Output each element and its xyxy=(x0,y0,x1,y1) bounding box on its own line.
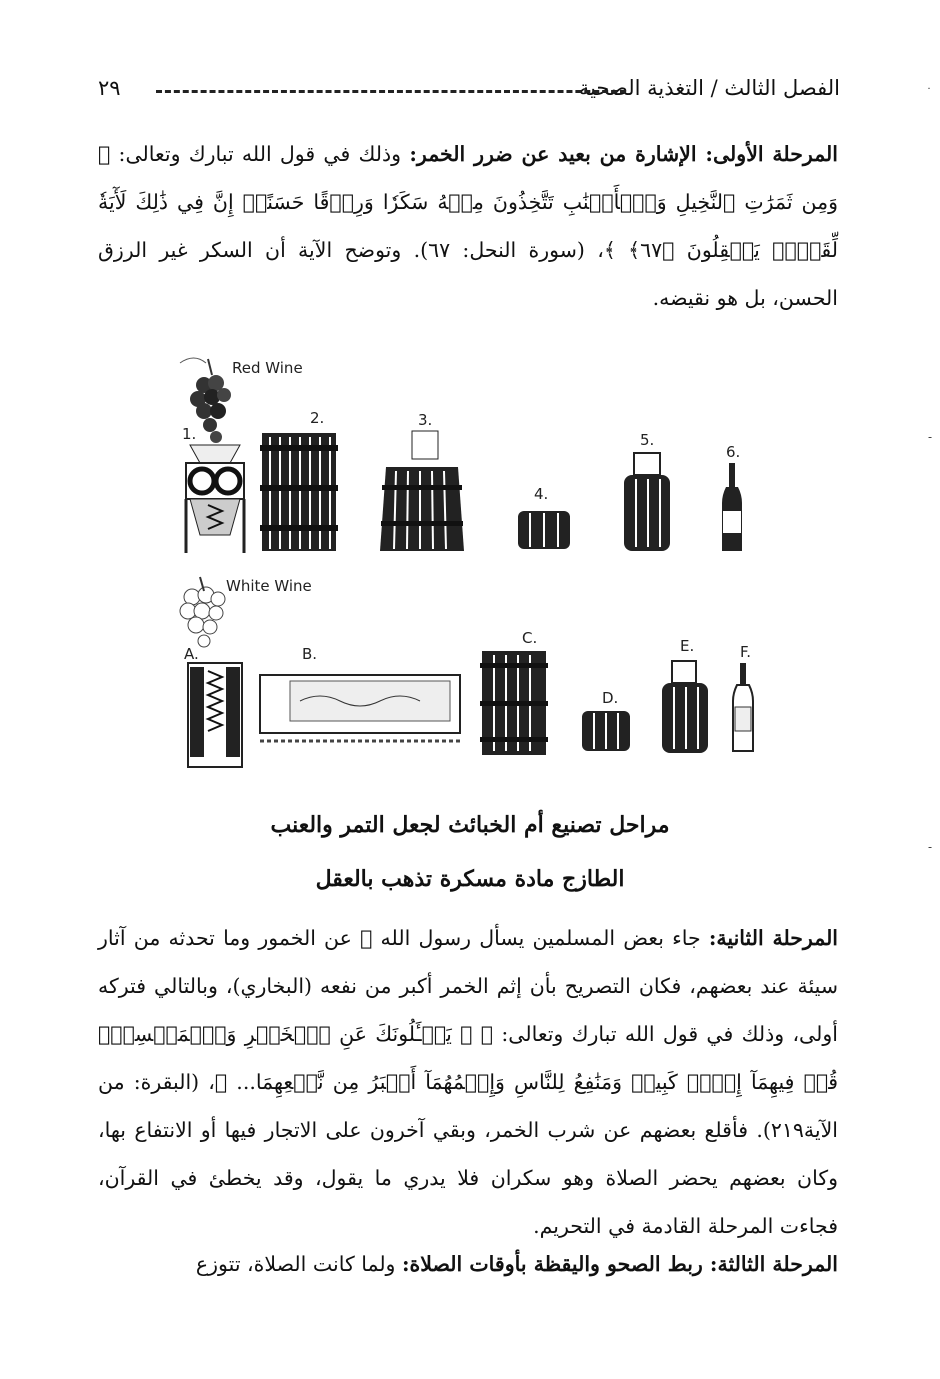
figure-caption-line-1: مراحل تصنيع أم الخبائث لجعل التمر والعنب xyxy=(270,812,670,838)
press-step-3 xyxy=(380,431,464,551)
paragraph-lead: المرحلة الثانية: xyxy=(708,926,839,950)
chapter-title: الفصل الثالث / التغذية الصحية xyxy=(578,76,840,100)
page-number: ٢٩ xyxy=(98,76,121,100)
paragraph-lead: المرحلة الثالثة: ربط الصحو واليقظة بأوقات الصلاة: xyxy=(401,1252,838,1276)
step-label-4: 4. xyxy=(534,485,549,503)
step-label-2: 2. xyxy=(310,409,325,427)
paragraph-body: وذلك في قول الله تبارك وتعالى: ﴿ وَمِن ثَمَرَٰتِ ٱلنَّخِيلِ وَٱلۡأَعۡنَٰبِ تَتَّخِذُونَ مِنۡهُ سَكَرٗا وَرِزۡقًا حَسَنًاۚ إِنَّ فِي ذَٰلِكَ لَأٓيَةٗ لِّقَوۡمٖ يَعۡقِلُونَ ﴿٦٧﴾ ﴾، (سورة النحل: ٦٧). وتوضح الآية أن السكر غير الرزق الحسن، بل هو نقيضه. xyxy=(98,142,838,310)
step-label-f: F. xyxy=(740,643,751,661)
barrel-step-d xyxy=(582,711,630,751)
step-label-c: C. xyxy=(522,629,538,647)
margin-mark: - xyxy=(928,430,933,444)
white-wine-grapes xyxy=(180,577,225,647)
running-header xyxy=(96,76,840,112)
figure-caption-line-2: الطازج مادة مسكرة تذهب بالعقل xyxy=(315,866,625,892)
vat-step-c xyxy=(480,651,548,755)
settling-tank-step-b xyxy=(260,675,460,741)
paragraph-stage-three xyxy=(98,1240,838,1288)
white-wine-label: White Wine xyxy=(226,577,312,595)
winemaking-diagram xyxy=(160,345,780,775)
barrel-step-4 xyxy=(518,511,570,549)
paragraph-body: جاء بعض المسلمين يسأل رسول الله ﷺ عن الخمور وما تحدثه من آثار سيئة عند بعضهم، فكان التصريح بأن إثم الخمر أكبر من نفعه (البخاري)، وبالتالي فتركه أولى، وذلك في قول الله تبارك وتعالى: ﴿ ۞ يَسۡـَٔلُونَكَ عَنِ ٱلۡخَمۡرِ وَٱلۡمَيۡسِرِۖ قُلۡ فِيهِمَآ إِثۡمٞ كَبِيرٞ وَمَنَٰفِعُ لِلنَّاسِ وَإِثۡمُهُمَآ أَكۡبَرُ مِن نَّفۡعِهِمَا... ﴾، (البقرة: من الآية٢١٩). فأقلع بعضهم عن شرب الخمر، وبقي آخرون على الاتجار فيها أو الانتفاع بها، وكان بعضهم يحضر الصلاة وهو سكران فلا يدري ما يقول، وقد يخطئ في القرآن، فجاءت المرحلة القادمة في التحريم. xyxy=(98,926,838,1238)
margin-mark: - xyxy=(928,840,933,854)
margin-mark: ˙ xyxy=(926,86,932,100)
barrel-step-5 xyxy=(624,453,670,551)
crusher-step-1 xyxy=(186,445,244,553)
step-label-a: A. xyxy=(184,645,199,663)
paragraph-stage-one xyxy=(98,130,838,322)
paragraph-stage-two xyxy=(98,914,838,1250)
header-dotted-leader xyxy=(156,90,626,93)
paragraph-body: ولما كانت الصلاة، تتوزع xyxy=(195,1252,402,1276)
step-label-3: 3. xyxy=(418,411,433,429)
press-step-a xyxy=(188,663,242,767)
step-label-d: D. xyxy=(602,689,619,707)
step-label-6: 6. xyxy=(726,443,741,461)
red-wine-label: Red Wine xyxy=(232,359,303,377)
step-label-b: B. xyxy=(302,645,318,663)
barrel-step-e xyxy=(662,661,708,753)
bottle-step-f xyxy=(733,663,753,751)
step-label-e: E. xyxy=(680,637,695,655)
step-label-1: 1. xyxy=(182,425,197,443)
step-label-5: 5. xyxy=(640,431,655,449)
bottle-step-6 xyxy=(722,463,742,551)
fermentation-vat-step-2 xyxy=(260,433,338,551)
paragraph-lead: المرحلة الأولى: الإشارة من بعيد عن ضرر الخمر: xyxy=(409,142,838,166)
